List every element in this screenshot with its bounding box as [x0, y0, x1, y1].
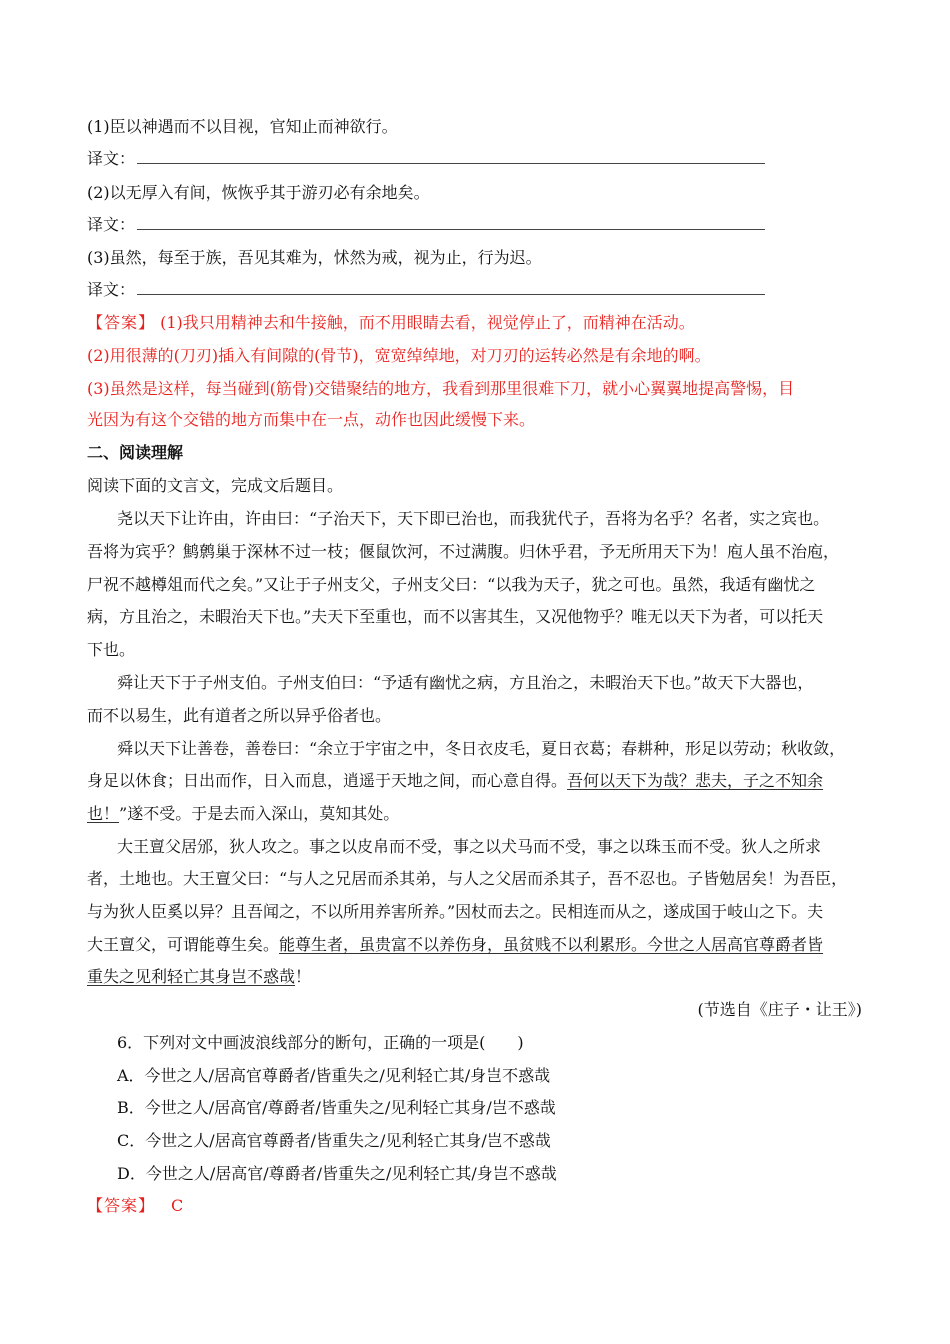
passage-line	[87, 771, 823, 791]
translation-sentence-1: (1)臣以神遇而不以目视，官知止而神欲行。	[87, 117, 398, 136]
answer-tag: 【答案】	[87, 1196, 156, 1215]
underlined-text: 也！	[87, 804, 120, 823]
translation-prompt: 译文：	[87, 149, 136, 168]
passage-text: ！	[295, 967, 312, 986]
translation-line-1	[87, 149, 765, 169]
translation-prompt: 译文：	[87, 280, 136, 299]
passage-line: 而不以易生，此有道者之所以异乎俗者也。	[87, 706, 392, 725]
passage-line: 与为狄人臣奚以异？且吾闻之，不以所用养害所养。”因杖而去之。民相连而从之，遂成国于岐山之下。夫	[87, 902, 824, 921]
passage-line: 吾将为宾乎？鹪鹩巢于深林不过一枝；偃鼠饮河，不过满腹。归休乎君，予无所用天下为！庖人虽不治庖，	[87, 542, 840, 561]
passage-line: 尸祝不越樽俎而代之矣。”又让于子州支父，子州支父曰：“以我为天子，犹之可也。虽然，我适有幽忧之	[87, 575, 816, 594]
passage-line	[87, 804, 399, 824]
option-c: C．今世之人/居高官尊爵者/皆重失之/见利轻亡其身/岂不惑哉	[117, 1131, 551, 1150]
wavy-underlined-text: 能尊生者，虽贵富不以养伤身，虽贫贱不以利累形。今世之人居高官尊爵者皆	[279, 935, 824, 954]
underlined-text: 吾何以天下为哉？悲夫，子之不知余	[567, 771, 824, 790]
translation-sentence-2: (2)以无厚入有间，恢恢乎其于游刃必有余地矣。	[87, 183, 430, 202]
passage-line: 大王亶父居邠，狄人攻之。事之以皮帛而不受，事之以犬马而不受，事之以珠玉而不受。狄人之所求	[117, 837, 822, 856]
source-citation: (节选自《庄子・让王》)	[697, 1000, 862, 1019]
option-b: B．今世之人/居高官/尊爵者/皆重失之/见利轻亡其身/岂不惑哉	[117, 1098, 556, 1117]
translation-line-2	[87, 215, 765, 235]
question-stem: 6．下列对文中画波浪线部分的断句，正确的一项是( )	[117, 1033, 524, 1052]
section-intro: 阅读下面的文言文，完成文后题目。	[87, 476, 344, 495]
answer-line-3: (3)虽然是这样，每当碰到(筋骨)交错聚结的地方，我看到那里很难下刀，就小心翼翼地提高警惕，目	[87, 379, 795, 398]
passage-line: 舜以天下让善卷，善卷曰：“余立于宇宙之中，冬日衣皮毛，夏日衣葛；春耕种，形足以劳动；秋收敛，	[117, 739, 846, 758]
answer-blank	[137, 282, 765, 295]
answer-value: C	[171, 1196, 184, 1215]
translation-sentence-3: (3)虽然，每至于族，吾见其难为，怵然为戒，视为止，行为迟。	[87, 248, 542, 267]
translation-prompt: 译文：	[87, 215, 136, 234]
passage-line	[87, 935, 823, 955]
passage-text: 身足以休食；日出而作，日入而息，逍遥于天地之间，而心意自得。	[87, 771, 568, 790]
option-d: D．今世之人/居高官/尊爵者/皆重失之/见利轻亡其/身岂不惑哉	[117, 1164, 557, 1183]
passage-text: ”遂不受。于是去而入深山，莫知其处。	[119, 804, 400, 823]
wavy-underlined-text: 重失之见利轻亡其身岂不惑哉	[87, 967, 296, 986]
passage-line	[87, 967, 311, 987]
answer-blank	[137, 217, 765, 230]
option-a: A．今世之人/居高官尊爵者/皆重失之/见利轻亡其/身岂不惑哉	[117, 1066, 551, 1085]
section-heading: 二、阅读理解	[87, 443, 184, 462]
passage-line: 尧以天下让许由，许由曰：“子治天下，天下即已治也，而我犹代子，吾将为名乎？名者，实之宾也。	[117, 509, 830, 528]
answer-line-1	[87, 313, 695, 333]
passage-text: 大王亶父，可谓能尊生矣。	[87, 935, 280, 954]
passage-line: 舜让天下于子州支伯。子州支伯曰：“予适有幽忧之病，方且治之，未暇治天下也。”故天下大器也，	[117, 673, 814, 692]
passage-line: 下也。	[87, 640, 136, 659]
answer-tag: 【答案】	[87, 313, 156, 332]
passage-line: 者，土地也。大王亶父曰：“与人之兄居而杀其弟，与人之父居而杀其子，吾不忍也。子皆勉居矣！为吾臣，	[87, 869, 848, 888]
question-answer	[87, 1196, 183, 1216]
answer-line-4: 光因为有这个交错的地方而集中在一点，动作也因此缓慢下来。	[87, 410, 536, 429]
passage-line: 病，方且治之，未暇治天下也。”夫天下至重也，而不以害其生，又况他物乎？唯无以天下为者，可以托天	[87, 607, 824, 626]
answer-text: (1)我只用精神去和牛接触，而不用眼睛去看，视觉停止了，而精神在活动。	[155, 313, 695, 332]
answer-blank	[137, 151, 765, 164]
answer-line-2: (2)用很薄的(刀刃)插入有间隙的(骨节)，宽宽绰绰地，对刀刃的运转必然是有余地的啊。	[87, 346, 711, 365]
translation-line-3	[87, 280, 765, 300]
